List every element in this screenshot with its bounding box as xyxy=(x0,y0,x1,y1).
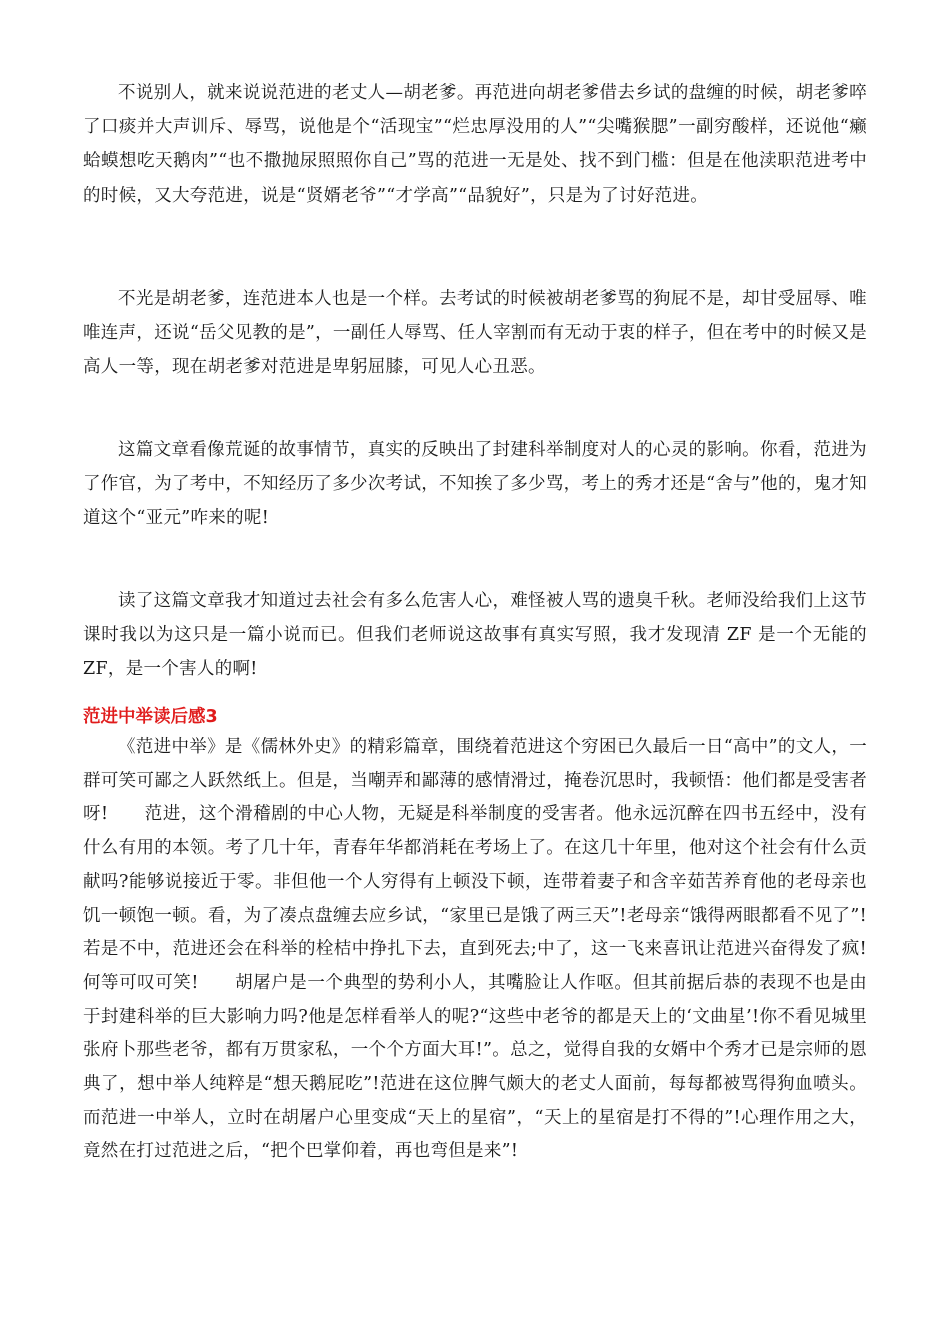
body-paragraph: 读了这篇文章我才知道过去社会有多么危害人心，难怪被人骂的遗臭千秋。老师没给我们上这节课时我以为这只是一篇小说而已。但我们老师说这故事有真实写照，我才发现清 ZF 是一个无能的 ZF，是一个害人的啊! xyxy=(83,591,867,680)
body-paragraph: 不说别人，就来说说范进的老丈人—胡老爹。再范进向胡老爹借去乡试的盘缠的时候，胡老爹啐了口痰并大声训斥、辱骂，说他是个“活现宝”“烂忠厚没用的人”“尖嘴猴腮”一副穷酸样，还说他“癞蛤蟆想吃天鹅肉”“也不撒抛尿照照你自己”骂的范进一无是处、找不到门槛：但是在他渎职范进考中的时候，又大夸范进，说是“贤婿老爷”“才学高”“品貌好”，只是为了讨好范进。 xyxy=(83,83,867,206)
body-paragraph: 不光是胡老爹，连范进本人也是一个样。去考试的时候被胡老爹骂的狗屁不是，却甘受屈辱、唯唯连声，还说“岳父见教的是”，一副任人辱骂、任人宰割而有无动于衷的样子，但在考中的时候又是高人一等，现在胡老爹对范进是卑躬屈膝，可见人心丑恶。 xyxy=(83,289,867,378)
section-body-paragraph: 《范进中举》是《儒林外史》的精彩篇章，围绕着范进这个穷困已久最后一日“高中”的文人，一群可笑可鄙之人跃然纸上。但是，当嘲弄和鄙薄的感情滑过，掩卷沉思时，我顿悟：他们都是受害者呀! 范进，这个滑稽剧的中心人物，无疑是科举制度的受害者。他永远沉醉在四书五经中，没有什么有用的本领。考了几十年，青春年华都消耗在考场上了。在这几十年里，他对这个社会有什么贡献吗?能够说接近于零。非但他一个人穷得有上顿没下顿，连带着妻子和含辛茹苦养育他的老母亲也饥一顿饱一顿。看，为了凑点盘缠去应乡试，“家里已是饿了两三天”!老母亲“饿得两眼都看不见了”!若是不中，范进还会在科举的栓桔中挣扎下去，直到死去;中了，这一飞来喜讯让范进兴奋得发了疯!何等可叹可笑! 胡屠户是一个典型的势利小人，其嘴脸让人作呕。但其前据后恭的表现不也是由于封建科举的巨大影响力吗?他是怎样看举人的呢?“这些中老爷的都是天上的‘文曲星’!你不看见城里张府卜那些老爷，都有万贯家私，一个个方面大耳!”。总之，觉得自我的女婿中个秀才已是宗师的恩典了，想中举人纯粹是“想天鹅屁吃”!范进在这位脾气颇大的老丈人面前，每每都被骂得狗血喷头。而范进一中举人，立时在胡屠户心里变成“天上的星宿”，“天上的星宿是打不得的”!心理作用之大，竟然在打过范进之后，“把个巴掌仰着，再也弯但是来”! xyxy=(83,737,867,1162)
section-heading: 范进中举读后感3 xyxy=(83,707,218,727)
body-paragraph: 这篇文章看像荒诞的故事情节，真实的反映出了封建科举制度对人的心灵的影响。你看，范进为了作官，为了考中，不知经历了多少次考试，不知挨了多少骂，考上的秀才还是“舍与”他的，鬼才知道这个“亚元”咋来的呢! xyxy=(83,440,867,529)
